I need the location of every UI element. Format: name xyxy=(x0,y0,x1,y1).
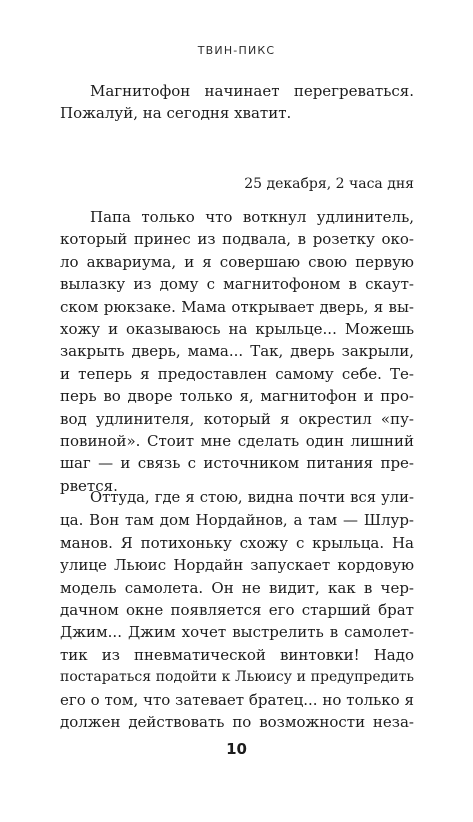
text-line: манов. Я потихоньку схожу с крыльца. На xyxy=(60,533,414,552)
text-line: рвется. xyxy=(60,476,118,495)
text-line: ском рюкзаке. Мама открывает дверь, я вы- xyxy=(60,297,414,316)
text-line: должен действовать по возможности неза- xyxy=(60,712,414,731)
paragraph-2 xyxy=(60,206,414,497)
text-line: перь во дворе только я, магнитофон и про- xyxy=(60,387,414,406)
text-line: его о том, что затевает братец... но только я xyxy=(60,690,414,709)
paragraph-1 xyxy=(60,80,414,125)
date-heading: 25 декабря, 2 часа дня xyxy=(244,176,414,192)
text-line: и теперь я предоставлен самому себе. Те- xyxy=(60,364,414,383)
text-line: ло аквариума, и я совершаю свою первую xyxy=(60,252,414,271)
text-line: дачном окне появляется его старший брат xyxy=(60,600,414,619)
text-line: повиной». Стоит мне сделать один лишний xyxy=(60,431,414,450)
text-line: Пожалуй, на сегодня хватит. xyxy=(60,104,292,123)
text-line: ца. Вон там дом Нордайнов, а там — Шлур- xyxy=(60,511,414,530)
text-line: модель самолета. Он не видит, как в чер- xyxy=(60,578,414,597)
text-line: постараться подойти к Льюису и предупредить xyxy=(60,669,414,686)
text-line: Джим... Джим хочет выстрелить в самолет- xyxy=(60,623,414,642)
text-line: улице Льюис Нордайн запускает кордовую xyxy=(60,556,414,575)
text-line: тик из пневматической винтовки! Надо xyxy=(60,645,414,664)
text-line: хожу и оказываюсь на крыльце... Можешь xyxy=(60,319,414,338)
text-line: вылазку из дому с магнитофоном в скаут- xyxy=(60,275,414,294)
text-line: который принес из подвала, в розетку око- xyxy=(60,230,414,249)
text-line: закрыть дверь, мама... Так, дверь закрыли, xyxy=(60,342,414,361)
text-line: шаг — и связь с источником питания пре- xyxy=(60,454,414,473)
text-line: вод удлинителя, который я окрестил «пу- xyxy=(60,409,414,428)
page-number: 10 xyxy=(226,740,247,758)
paragraph-3 xyxy=(60,487,414,733)
running-head: ТВИН-ПИКС xyxy=(197,44,276,57)
text-line: Папа только что воткнул удлинитель, xyxy=(90,208,414,226)
text-line: Магнитофон начинает перегреваться. xyxy=(90,82,414,100)
text-line: Оттуда, где я стою, видна почти вся ули- xyxy=(90,489,414,506)
